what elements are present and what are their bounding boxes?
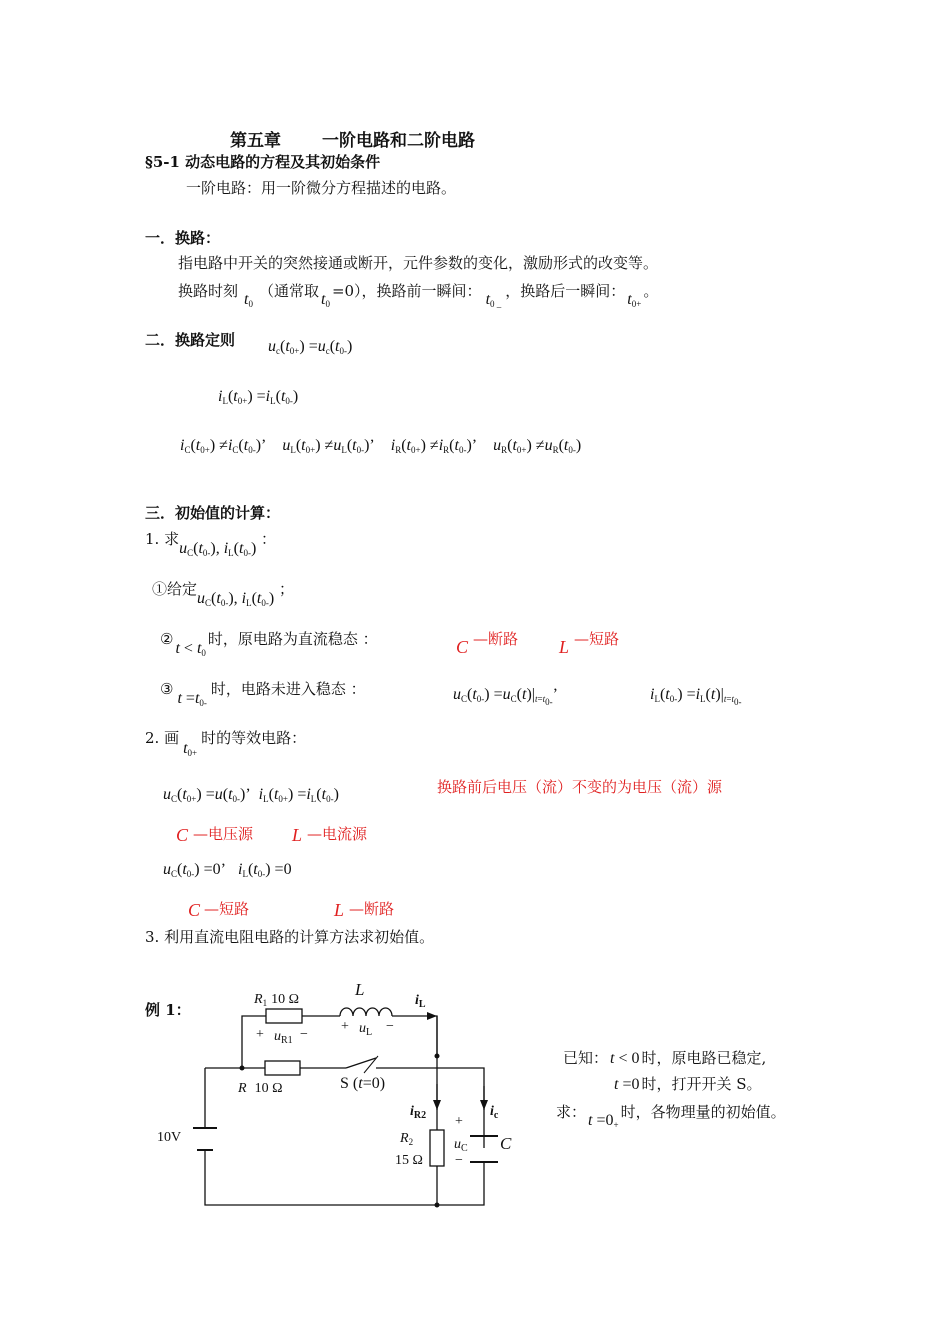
label-ic: $i_c$ xyxy=(490,1104,499,1121)
inductor-l xyxy=(340,1008,392,1016)
inductor-short-text: —短路 xyxy=(574,630,620,648)
resistor-r2 xyxy=(430,1130,444,1166)
label-ir2: $i_{R2}$ xyxy=(410,1104,427,1121)
formula-equiv-sources: $u_C(t_{0+}) =u(t_{0-})$’ $i_L(t_{0+}) =i_L(t_{0-})$ xyxy=(163,786,339,804)
label-uc: $u_C$ xyxy=(454,1137,468,1154)
chapter-number: 第五章 xyxy=(230,131,281,151)
s2-heading: 二．换路定则 xyxy=(145,331,236,349)
ask-line: 求： $t =0_+$时，各物理量的初始值。 xyxy=(556,1103,786,1130)
given-line2: t =0 时，打开开关 S。 xyxy=(614,1075,762,1093)
s3-item2: 2. 画$t_{0+}$时的等效电路： xyxy=(145,729,307,758)
s3-item1: 1. 求$u_C(t_{0-})$, $i_L(t_{0-})$ ： xyxy=(145,530,277,558)
l-open-label: L xyxy=(334,900,345,920)
s1-line2-b: （通常取 xyxy=(258,282,319,300)
resistor-r1 xyxy=(266,1009,302,1023)
formula-il-t0: $i_L(t_{0-}) =i_L(t)|_{t=t_{0-}}$ xyxy=(650,686,742,707)
s1-line2-a: 换路时刻 xyxy=(178,282,239,300)
label-ul: $u_L$ xyxy=(359,1021,373,1038)
s1-heading: 一．换路： xyxy=(145,229,221,247)
label-source: 10V xyxy=(157,1130,182,1145)
voltage-source xyxy=(193,1128,217,1150)
label-c: C xyxy=(500,1134,512,1153)
s3-sub3: ③t $=t_{0-}$时，电路未进入稳态 ： xyxy=(160,680,366,708)
wire-top-branch xyxy=(242,1016,266,1068)
source-note: 换路前后电压（流）不变的为电压（流）源 xyxy=(437,778,723,796)
label-r2-value: 15 Ω xyxy=(395,1153,423,1168)
formula-inequalities: $i_C(t_{0+}) \ne i_C(t_{0-})$’ $u_L(t_{0+}) \ne u_L(t_{0-})$’ $i_R(t_{0+}) \ne i_R(t_{0-})$’ $u_R(t_{0+}) \ne u_R(t_{0-})$ xyxy=(180,437,582,455)
label-r: R 10 Ω xyxy=(238,1081,283,1096)
resistor-r xyxy=(265,1061,300,1075)
label-uc-minus: − xyxy=(455,1153,463,1168)
section-heading: §5-1 动态电路的方程及其初始条件 xyxy=(145,153,381,171)
l-open-text: —断路 xyxy=(349,900,395,918)
label-ur1-minus: − xyxy=(300,1027,308,1042)
s3-sub1: ①给定$u_C(t_{0-})$, $i_L(t_{0-})$ ； xyxy=(152,580,294,608)
s1-line2-d: ，换路后一瞬间： xyxy=(505,282,626,300)
c-short-label: C xyxy=(188,900,201,920)
label-ur1: $u_{R1}$ xyxy=(274,1029,293,1046)
given-line1: 已知： t < 0 时，原电路已稳定, xyxy=(563,1049,767,1067)
arrow-il xyxy=(427,1012,437,1020)
chapter-title: 一阶电路和二阶电路 xyxy=(322,131,475,151)
s3-heading: 三．初始值的计算： xyxy=(145,504,281,522)
label-r2: $R_2$ xyxy=(400,1131,414,1147)
l-source-label: L xyxy=(292,825,303,845)
c-source-text: —电压源 xyxy=(193,825,254,843)
s1-line2: 换路时刻 $t_0$（通常取 $t_0=0$），换路前一瞬间： $t_{0 \_}$，换路后一瞬间： $t_{0+}$。 xyxy=(178,282,659,309)
label-uc-plus: + xyxy=(455,1114,463,1129)
label-switch: S (t=0) xyxy=(340,1075,386,1092)
s3-sub2: ②t < $t_0$时，原电路为直流稳态 ： xyxy=(160,630,378,658)
label-il: $i_L$ xyxy=(415,993,426,1010)
s1-line2-c: =0），换路前一瞬间： xyxy=(331,282,482,300)
label-ur1-plus: + xyxy=(256,1027,264,1042)
formula-uc-continuity: $u_c(t_{0+}) =u_c(t_{0-})$ xyxy=(268,338,353,356)
c-short-text: —短路 xyxy=(204,900,250,918)
s1-line2-e: 。 xyxy=(643,282,659,300)
c-source-label: C xyxy=(176,825,189,845)
capacitor-open-text: —断路 xyxy=(473,630,519,648)
label-ul-plus: + xyxy=(341,1019,349,1034)
switch-s xyxy=(346,1058,376,1068)
intro-text: 一阶电路：用一阶微分方程描述的电路。 xyxy=(186,179,457,197)
s1-line1: 指电路中开关的突然接通或断开，元件参数的变化，激励形式的改变等。 xyxy=(178,254,659,272)
label-ul-minus: − xyxy=(386,1019,394,1034)
label-l: L xyxy=(355,980,365,999)
capacitor-open-label: C xyxy=(456,637,469,657)
l-source-text: —电流源 xyxy=(307,825,368,843)
example-label: 例 1： xyxy=(145,1001,191,1019)
inductor-short-label: L xyxy=(559,637,570,657)
s3-item3: 3. 利用直流电阻电路的计算方法求初始值。 xyxy=(145,928,435,946)
label-r1: $R_1$ 10 Ω xyxy=(254,992,299,1008)
formula-uc-t0: $u_C(t_{0-}) =u_C(t)|_{t=t_{0-}}$’ xyxy=(453,686,558,707)
formula-il-continuity: $i_L(t_{0+}) =i_L(t_{0-})$ xyxy=(218,388,299,406)
formula-zero-state: $u_C(t_{0-}) =0$’ $i_L(t_{0-}) =0$ xyxy=(163,861,292,879)
